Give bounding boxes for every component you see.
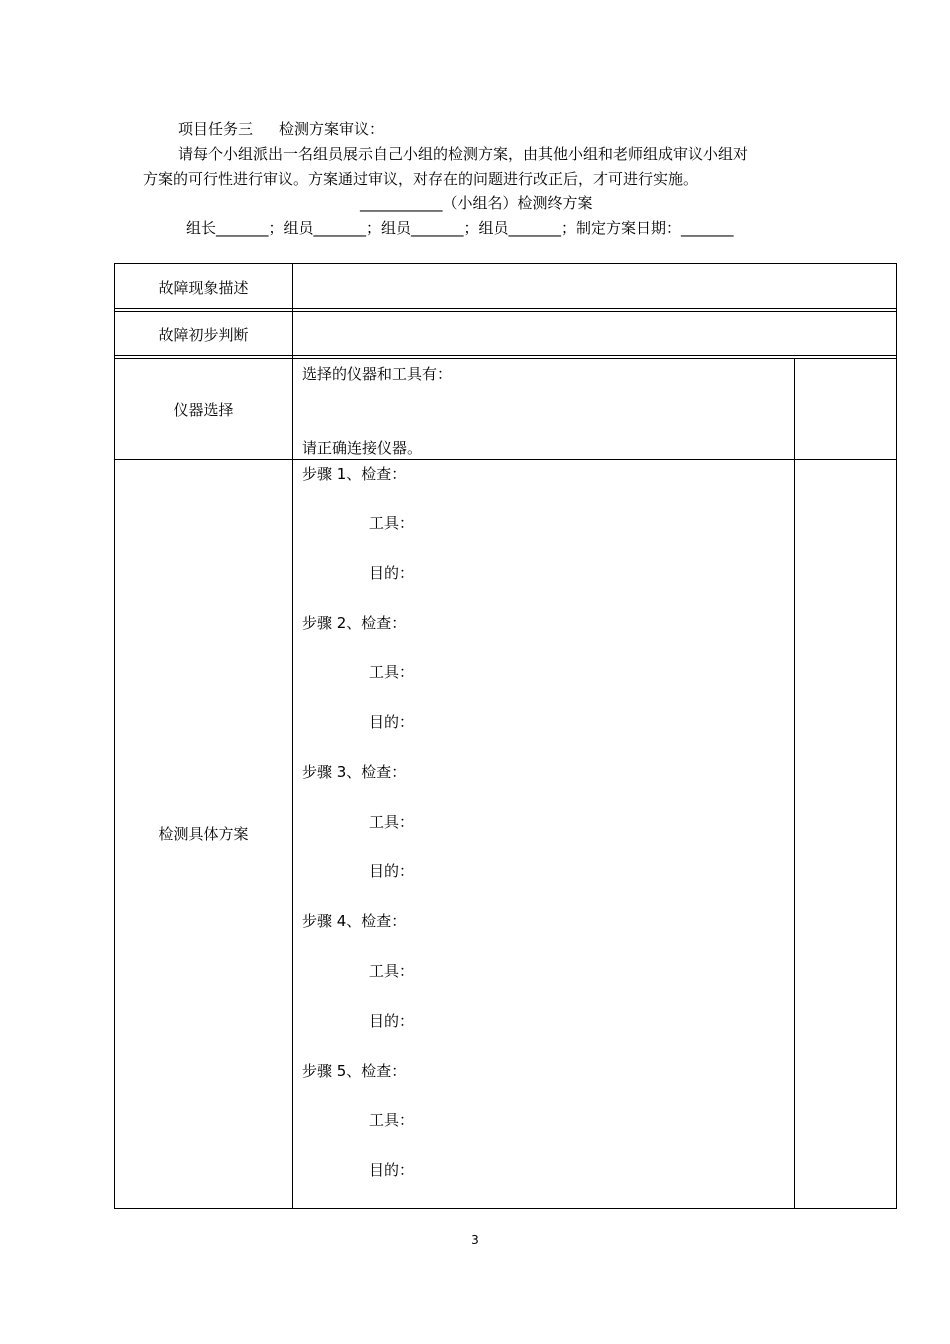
step-1-purpose: 目的： xyxy=(369,564,415,582)
table-divider xyxy=(114,308,897,309)
step-2-purpose: 目的： xyxy=(369,713,415,731)
row-label-fault-description: 故障现象描述 xyxy=(158,279,249,297)
row-label-detailed-plan: 检测具体方案 xyxy=(158,825,249,843)
task-title xyxy=(178,119,384,139)
step-5-purpose: 目的： xyxy=(369,1161,415,1179)
page-number: 3 xyxy=(471,1233,479,1247)
step-3-tool: 工具： xyxy=(369,813,415,831)
row-label-fault-judgment: 故障初步判断 xyxy=(158,326,249,344)
instruction-line-1: 请每个小组派出一名组员展示自己小组的检测方案，由其他小组和老师组成审议小组对 xyxy=(178,145,749,163)
step-5-check: 步骤 5、检查： xyxy=(302,1062,407,1080)
step-1-check: 步骤 1、检查： xyxy=(302,465,407,483)
instrument-note: 请正确连接仪器。 xyxy=(302,439,423,457)
step-3-check: 步骤 3、检查： xyxy=(302,763,407,781)
fault-judgment-cell[interactable] xyxy=(293,312,896,355)
group-members-line: 组长_______；组员_______；组员_______；组员_______；制定方案日期：_______ xyxy=(186,219,734,237)
table-divider xyxy=(114,355,897,356)
step-5-tool: 工具： xyxy=(369,1111,415,1129)
fault-description-cell[interactable] xyxy=(293,264,896,308)
step-2-check: 步骤 2、检查： xyxy=(302,614,407,632)
task-name: 检测方案审议： xyxy=(279,120,385,138)
row-label-instrument-selection: 仪器选择 xyxy=(173,401,234,419)
table-divider xyxy=(114,459,897,460)
step-3-purpose: 目的： xyxy=(369,862,415,880)
table-column-divider xyxy=(292,263,293,1209)
plan-title: ___________（小组名）检测终方案 xyxy=(360,194,593,212)
table-column-divider xyxy=(794,359,795,1209)
task-label: 项目任务三 xyxy=(178,120,254,138)
step-4-tool: 工具： xyxy=(369,962,415,980)
table-divider xyxy=(114,358,897,359)
step-4-check: 步骤 4、检查： xyxy=(302,912,407,930)
step-4-purpose: 目的： xyxy=(369,1012,415,1030)
instruction-line-2: 方案的可行性进行审议。方案通过审议，对存在的问题进行改正后，才可进行实施。 xyxy=(143,170,699,188)
step-1-tool: 工具： xyxy=(369,514,415,532)
step-2-tool: 工具： xyxy=(369,663,415,681)
instrument-prompt: 选择的仪器和工具有： xyxy=(302,365,453,383)
